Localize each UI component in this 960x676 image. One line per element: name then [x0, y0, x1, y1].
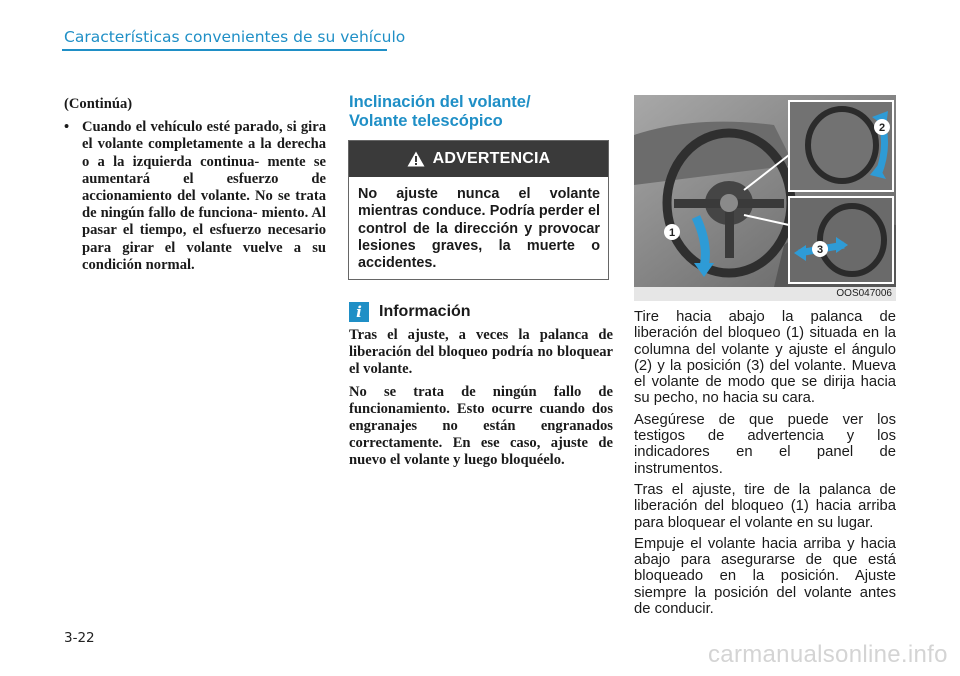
steering-wheel-illustration	[634, 95, 896, 287]
watermark: carmanualsonline.info	[708, 641, 948, 668]
section-title: Características convenientes de su vehículo	[64, 28, 406, 46]
bullet-dot: •	[64, 119, 70, 136]
paragraph-1: Tire hacia abajo la palanca de liberación del bloqueo (1) situada en la columna del volante y ajuste el ángulo (2) y la posición (3) del volante. Mueva el volante de modo que se dirija hacia su pecho, no hacia su cara.	[634, 309, 896, 407]
warning-triangle-icon	[407, 151, 425, 167]
callout-3: 3	[816, 244, 824, 256]
warning-title: ADVERTENCIA	[432, 150, 551, 167]
callout-2: 2	[878, 122, 886, 134]
paragraph-2: Asegúrese de que puede ver los testigos de advertencia y los indicadores en el panel de instrumentos.	[634, 411, 896, 477]
page-number: 3-22	[64, 630, 95, 646]
left-column	[64, 96, 326, 274]
warning-header	[349, 141, 608, 177]
header-rule	[62, 49, 387, 51]
info-paragraph-1: Tras el ajuste, a veces la palanca de liberación del bloqueo podría no bloquear el volante.	[349, 327, 613, 378]
steering-wheel-photo	[634, 95, 896, 287]
info-title: Información	[379, 303, 471, 320]
warning-box	[348, 140, 609, 280]
image-caption: OOS047006	[634, 287, 896, 301]
paragraph-4: Empuje el volante hacia arriba y hacia abajo para asegurarse de que está bloqueado en la posición. Ajuste siempre la posición del volante antes de conducir.	[634, 535, 896, 618]
paragraph-3: Tras el ajuste, tire de la palanca de liberación del bloqueo (1) hacia arriba para bloquear el volante en su lugar.	[634, 481, 896, 531]
info-heading	[349, 302, 471, 322]
heading-line-1: Inclinación del volante/	[349, 93, 531, 111]
callout-1: 1	[668, 227, 676, 239]
warning-text: No ajuste nunca el volante mientras conduce. Podría perder el control de la dirección y provocar lesiones graves, la muerte o accidentes.	[358, 186, 600, 272]
info-body	[349, 327, 613, 475]
continued-label: (Continúa)	[64, 96, 133, 112]
right-column	[634, 309, 896, 622]
info-icon: i	[349, 302, 369, 322]
section-heading	[349, 93, 531, 130]
bullet-text: Cuando el vehículo esté parado, si gira el volante completamente a la derecha o a la izquierda continua- mente se aumentará el esfuerzo de accionamiento del volante. No se trata de ningún fallo de funciona- miento. Al pasar el tiempo, el esfuerzo necesario para girar el volante vuelve a su condición normal.	[82, 119, 326, 273]
heading-line-2: Volante telescópico	[349, 111, 503, 130]
info-paragraph-2: No se trata de ningún fallo de funcionamiento. Esto ocurre cuando dos engranajes no están engranados correctamente. En ese caso, ajuste de nuevo el volante y luego bloquéelo.	[349, 383, 613, 469]
bullet-item	[64, 119, 326, 274]
